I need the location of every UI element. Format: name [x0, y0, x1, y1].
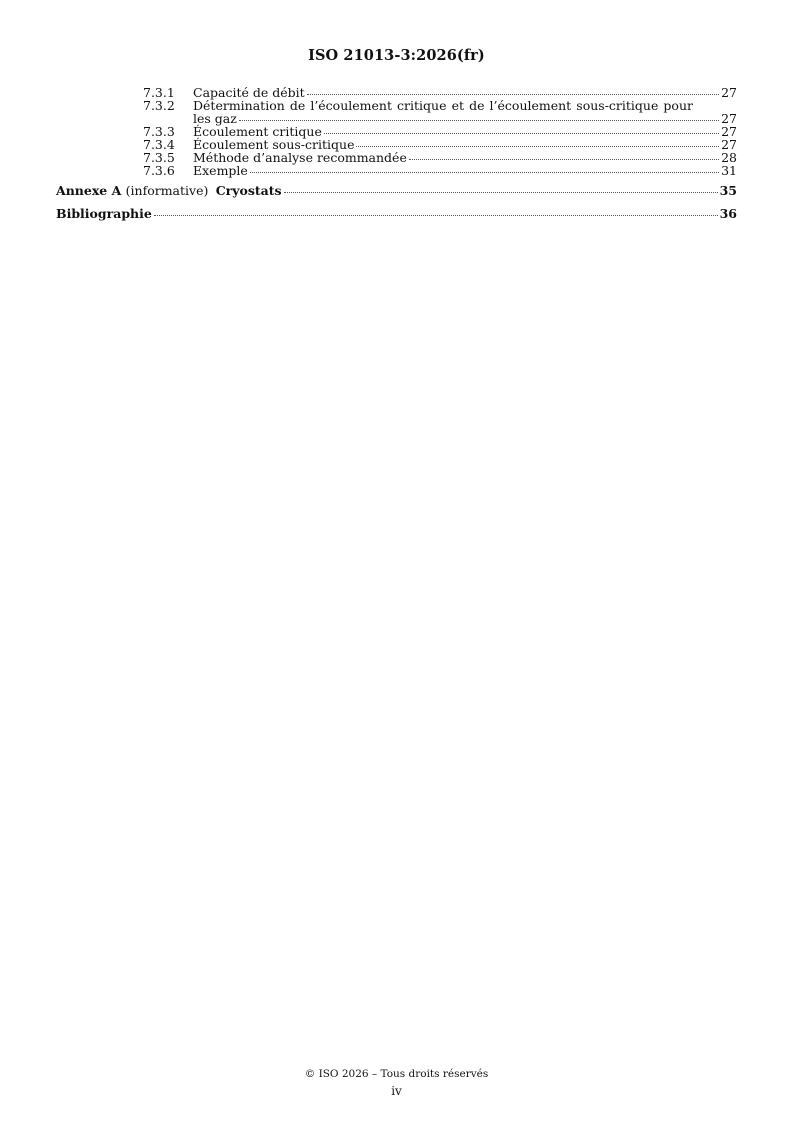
toc-entry-number: 7.3.3: [143, 124, 175, 139]
dot-leader: [239, 120, 719, 121]
toc-entry-7-3-6[interactable]: [56, 164, 737, 177]
toc-entry-number: 7.3.5: [143, 150, 175, 165]
dot-leader: [284, 192, 718, 193]
toc-entry-title: Méthode d’analyse recommandée: [193, 150, 407, 165]
annex-qualifier: (informative): [125, 183, 209, 198]
dot-leader: [154, 215, 718, 216]
toc-entry-page: 27: [721, 111, 737, 126]
toc-entry-title: Capacité de débit: [193, 85, 305, 100]
dot-leader: [356, 146, 719, 147]
toc-entry-number: 7.3.4: [143, 137, 175, 152]
toc-entry-page: 31: [721, 163, 737, 178]
toc-entry-page: 27: [721, 85, 737, 100]
toc-entry-bibliography[interactable]: [56, 204, 737, 223]
dot-leader: [250, 172, 719, 173]
toc-entry-page: 28: [721, 150, 737, 165]
toc-entry-7-3-2[interactable]: [56, 99, 737, 125]
dot-leader: [307, 94, 719, 95]
toc-entry-title: Écoulement sous-critique: [193, 137, 355, 152]
copyright-footer: © ISO 2026 – Tous droits réservés: [304, 1068, 489, 1080]
annex-title: Cryostats: [215, 183, 282, 198]
toc-entry-number: 7.3.2: [143, 98, 175, 113]
bibliography-title: Bibliographie: [56, 206, 152, 221]
annex-label: Annexe A: [56, 183, 122, 198]
toc-entry-page: 27: [721, 124, 737, 139]
toc-entry-title-line1: Détermination de l’écoulement critique et de l’écoulement sous-critique pour: [193, 98, 693, 113]
toc-entry-page: 27: [721, 137, 737, 152]
dot-leader: [409, 159, 719, 160]
toc-entry-page: 36: [719, 206, 737, 221]
toc-entry-annex-a[interactable]: [56, 181, 737, 200]
dot-leader: [324, 133, 719, 134]
toc-entry-page: 35: [719, 183, 737, 198]
toc-entry-number: 7.3.1: [143, 85, 175, 100]
table-of-contents: [56, 86, 737, 223]
document-header: ISO 21013-3:2026(fr): [308, 47, 485, 64]
page-number: iv: [391, 1084, 402, 1098]
toc-entry-number: 7.3.6: [143, 163, 175, 178]
toc-entry-title: Exemple: [193, 163, 248, 178]
toc-entry-title: Écoulement critique: [193, 124, 322, 139]
toc-entry-title-line2: les gaz: [193, 111, 237, 126]
